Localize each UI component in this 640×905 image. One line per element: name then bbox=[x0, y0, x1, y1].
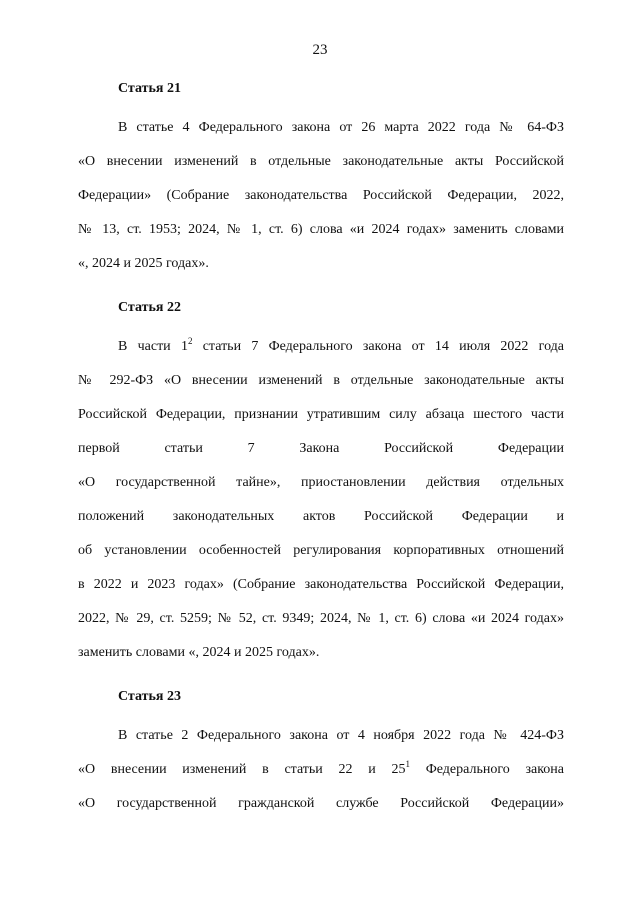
article-paragraph bbox=[78, 719, 564, 821]
text-line: «О государственной гражданской службе Российской Федерации» bbox=[78, 796, 564, 811]
text-line: В статье 2 Федерального закона от 4 ноября 2022 года № 424-ФЗ bbox=[118, 728, 564, 743]
text-fragment: Федерального закона bbox=[409, 762, 565, 777]
text-line bbox=[78, 330, 564, 364]
page-number: 23 bbox=[312, 42, 328, 58]
text-line: 2022, № 29, ст. 5259; № 52, ст. 9349; 2024, № 1, ст. 6) слова «и 2024 годах» bbox=[78, 611, 564, 626]
text-line: № 13, ст. 1953; 2024, № 1, ст. 6) слова «и 2024 годах» заменить словами bbox=[78, 222, 564, 237]
text-line: «О внесении изменений в отдельные законодательные акты Российской bbox=[78, 154, 564, 169]
article-heading: Статья 21 bbox=[118, 81, 181, 96]
text-line: Российской Федерации, признании утратившим силу абзаца шестого части bbox=[78, 407, 564, 422]
article-paragraph bbox=[78, 111, 564, 281]
text-line: заменить словами «, 2024 и 2025 годах». bbox=[78, 645, 320, 660]
article-23 bbox=[78, 684, 564, 821]
text-line: в 2022 и 2023 годах» (Собрание законодательства Российской Федерации, bbox=[78, 577, 564, 592]
text-line: В статье 4 Федерального закона от 26 марта 2022 года № 64-ФЗ bbox=[118, 120, 564, 135]
text-line: положений законодательных актов Российской Федерации и bbox=[78, 509, 564, 524]
article-22 bbox=[78, 295, 564, 670]
superscript: 1 bbox=[405, 759, 410, 769]
text-line: «О государственной тайне», приостановлении действия отдельных bbox=[78, 475, 564, 490]
article-heading: Статья 22 bbox=[118, 300, 181, 315]
article-paragraph bbox=[78, 330, 564, 670]
text-fragment: «О внесении изменений в статьи 22 и 25 bbox=[78, 762, 406, 777]
text-line: об установлении особенностей регулирования корпоративных отношений bbox=[78, 543, 564, 558]
text-line: Федерации» (Собрание законодательства Российской Федерации, 2022, bbox=[78, 188, 564, 203]
text-fragment: статьи 7 Федерального закона от 14 июля 2022 года bbox=[192, 339, 565, 354]
superscript: 2 bbox=[187, 336, 193, 346]
text-line: первой статьи 7 Закона Российской Федерации bbox=[78, 441, 564, 456]
document-body bbox=[78, 76, 564, 835]
article-21 bbox=[78, 76, 564, 281]
text-line bbox=[78, 753, 564, 787]
text-line: «, 2024 и 2025 годах». bbox=[78, 256, 209, 271]
text-fragment: В части 1 bbox=[118, 339, 188, 354]
text-line: № 292-ФЗ «О внесении изменений в отдельные законодательные акты bbox=[78, 373, 564, 388]
article-heading: Статья 23 bbox=[118, 689, 181, 704]
